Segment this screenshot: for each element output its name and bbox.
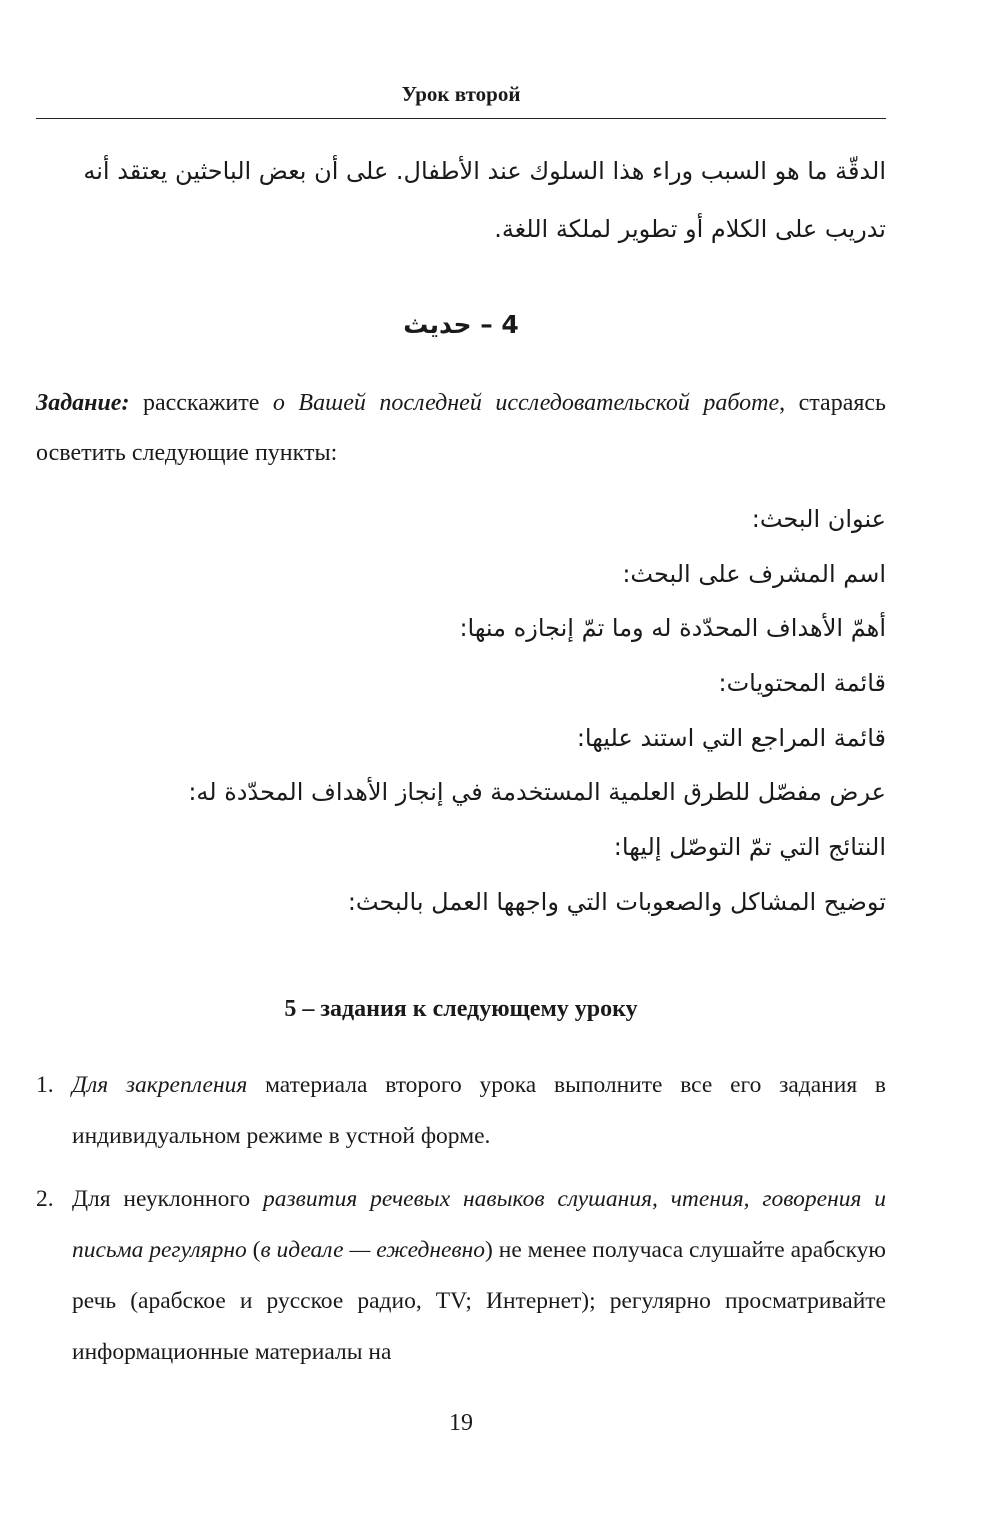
assignment-text: ) не менее получаса слушайте арабскую речь (арабское и русское радио, TV; Интернет); регулярно просматривайте информационные материалы на bbox=[72, 1237, 886, 1365]
arabic-paragraph bbox=[36, 142, 886, 258]
assignment-text: ( bbox=[246, 1237, 261, 1263]
section-4-heading: 4 – حديث bbox=[403, 310, 519, 339]
task-text-italic: о Вашей последней исследовательской работе bbox=[272, 390, 780, 416]
assignment-number: 1. bbox=[36, 1072, 54, 1098]
assignment-text: материала второго урока выполните все его задания в индивидуальном режиме в устной форме. bbox=[72, 1072, 886, 1149]
arabic-paragraph-line: تدريب على الكلام أو تطوير لملكة اللغة. bbox=[494, 215, 886, 243]
research-point: اسم المشرف على البحث: bbox=[622, 559, 886, 588]
header-rule bbox=[36, 118, 886, 119]
assignment-italic: развития речевых навыков слушания, чтения, говорения и письма регулярно bbox=[72, 1186, 886, 1263]
assignment-item bbox=[36, 1174, 886, 1378]
assignments-list bbox=[36, 1060, 886, 1390]
assignment-item bbox=[36, 1060, 886, 1162]
research-points-list bbox=[36, 492, 886, 930]
arabic-paragraph-line: الدقّة ما هو السبب وراء هذا السلوك عند الأطفال. على أن بعض الباحثين يعتقد أنه bbox=[83, 157, 886, 185]
assignment-italic: в идеале — ежедневно bbox=[260, 1237, 486, 1263]
research-point: النتائج التي تمّ التوصّل إليها: bbox=[613, 833, 886, 862]
assignment-italic: Для закрепления bbox=[72, 1072, 248, 1098]
research-point: قائمة المراجع التي استند عليها: bbox=[576, 723, 886, 752]
task-text: расскажите bbox=[129, 390, 273, 416]
page-number: 19 bbox=[449, 1410, 473, 1436]
research-point: عرض مفصّل للطرق العلمية المستخدمة في إنجاز الأهداف المحدّدة له: bbox=[188, 778, 886, 807]
task-paragraph bbox=[36, 378, 886, 478]
section-5-heading: 5 – задания к следующему уроку bbox=[284, 996, 638, 1022]
assignment-number: 2. bbox=[36, 1186, 54, 1212]
research-point: أهمّ الأهداف المحدّدة له وما تمّ إنجازه منها: bbox=[459, 614, 886, 643]
task-label: Задание: bbox=[36, 390, 130, 416]
assignment-text: Для неуклонного bbox=[72, 1186, 263, 1212]
research-point: قائمة المحتويات: bbox=[718, 669, 886, 698]
research-point: توضيح المشاكل والصعوبات التي واجهها العمل بالبحث: bbox=[347, 887, 886, 916]
running-title: Урок второй bbox=[401, 82, 521, 106]
task-text: , стараясь осветить следующие пункты: bbox=[36, 390, 886, 466]
research-point: عنوان البحث: bbox=[751, 505, 886, 533]
